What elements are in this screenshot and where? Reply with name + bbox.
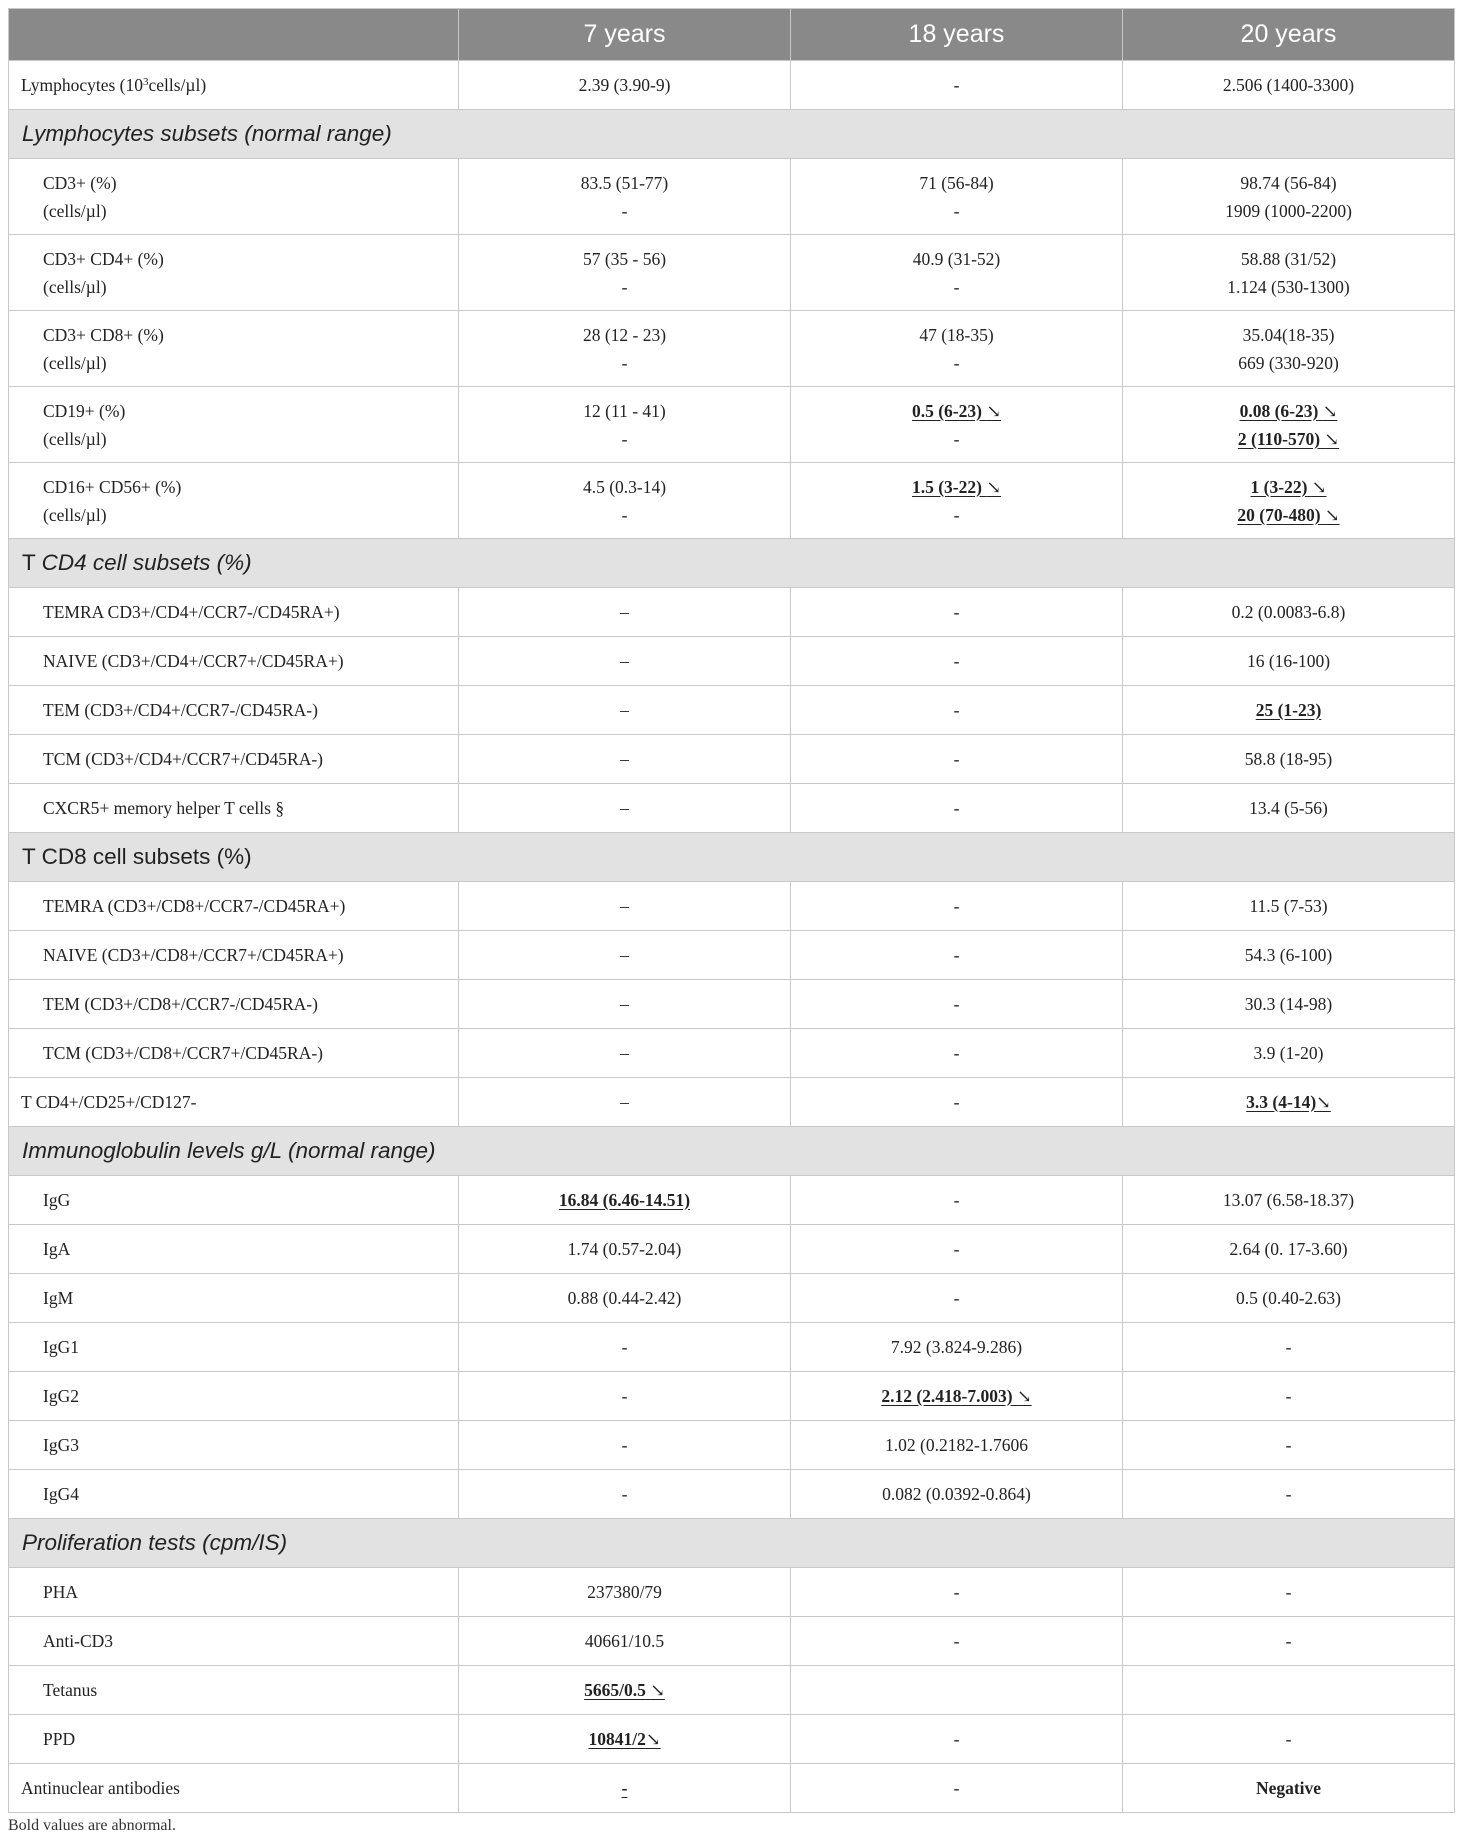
table-row [9,1274,1455,1323]
cd19-18y-pct [791,397,1122,425]
value-20y [1123,1666,1455,1715]
value-7y: – [459,784,791,833]
value-7y [459,1715,791,1764]
value-18y: - [791,588,1123,637]
cd8-label-cells: (cells/µl) [43,352,107,373]
abnormal-value: 20 (70-480) [1237,504,1321,525]
cd3-18y-cells: - [953,200,960,221]
value-20y: 13.07 (6.58-18.37) [1123,1176,1455,1225]
cd4-7y-pct: 57 (35 - 56) [582,248,667,269]
row-label: CXCR5+ memory helper T cells § [9,784,459,833]
row-label: IgG [9,1176,459,1225]
table-row [9,1029,1455,1078]
row-label: TCM (CD3+/CD4+/CCR7+/CD45RA-) [9,735,459,784]
row-label: TEMRA CD3+/CD4+/CCR7-/CD45RA+) [9,588,459,637]
value-20y: - [1123,1323,1455,1372]
down-arrow-icon: ↘ [650,1679,665,1700]
value-18y: - [791,61,1123,110]
value-20y: 13.4 (5-56) [1123,784,1455,833]
abnormal-value: 1.5 (3-22) [911,476,982,497]
value-18y [791,463,1123,539]
value-7y: – [459,980,791,1029]
table-row [9,387,1455,463]
table-row [9,735,1455,784]
down-arrow-icon: ↘ [986,400,1002,421]
cd16-label-cells: (cells/µl) [43,504,107,525]
table-row [9,1323,1455,1372]
row-label: NAIVE (CD3+/CD4+/CCR7+/CD45RA+) [9,637,459,686]
value-7y [459,235,791,311]
value-18y: - [791,1568,1123,1617]
row-label: PPD [9,1715,459,1764]
row-label: IgG3 [9,1421,459,1470]
value-20y [1123,159,1455,235]
value-20y: 16 (16-100) [1123,637,1455,686]
value-20y: 0.2 (0.0083-6.8) [1123,588,1455,637]
cd19-18y-cells: - [953,428,960,449]
row-label: Tetanus [9,1666,459,1715]
value-7y: – [459,1029,791,1078]
tetanus-7y-value: 5665/0.5 [584,1679,646,1700]
abnormal-value: - [621,1777,628,1798]
value-20y [1123,1764,1455,1813]
value-20y: 2.64 (0. 17-3.60) [1123,1225,1455,1274]
cd4-20y-pct: 58.88 (31/52) [1240,248,1337,269]
value-7y: – [459,637,791,686]
row-label: TEMRA (CD3+/CD8+/CCR7-/CD45RA+) [9,882,459,931]
down-arrow-icon: ↘ [1324,504,1340,525]
value-18y [791,1666,1123,1715]
value-18y: - [791,1078,1123,1127]
immunology-table [8,8,1455,1813]
row-label [9,387,459,463]
value-7y: - [459,1323,791,1372]
cd8-20y-pct: 35.04(18-35) [1242,324,1335,345]
header-blank [9,9,459,61]
table-row [9,588,1455,637]
cd4-label-cells: (cells/µl) [43,276,107,297]
cd16-18y-cells: - [953,504,960,525]
value-20y: 58.8 (18-95) [1123,735,1455,784]
down-arrow-icon: ↘ [1016,1385,1032,1406]
value-18y: - [791,882,1123,931]
table-row [9,1225,1455,1274]
table-row [9,1470,1455,1519]
value-20y [1123,1078,1455,1127]
value-18y: - [791,1176,1123,1225]
cd19-20y-cells [1123,425,1454,453]
value-18y [791,235,1123,311]
table-row [9,980,1455,1029]
table-row [9,1078,1455,1127]
value-20y [1123,387,1455,463]
value-18y: - [791,980,1123,1029]
value-20y: - [1123,1715,1455,1764]
table-row [9,235,1455,311]
cd19-label-cells: (cells/µl) [43,428,107,449]
value-18y [791,311,1123,387]
value-18y: - [791,1617,1123,1666]
cd3-7y-cells: - [621,200,628,221]
ana-20y-value: Negative [1255,1777,1322,1798]
value-18y: - [791,784,1123,833]
table-row [9,1568,1455,1617]
section-row [9,110,1455,159]
section-row [9,1519,1455,1568]
row-label: IgG4 [9,1470,459,1519]
cd16-18y-pct [791,473,1122,501]
row-label [9,463,459,539]
ppd-7y-value: 10841/2 [588,1728,646,1749]
value-7y: 2.39 (3.90-9) [459,61,791,110]
value-18y: 0.082 (0.0392-0.864) [791,1470,1123,1519]
cd16-20y-cells [1123,501,1454,529]
row-label: NAIVE (CD3+/CD8+/CCR7+/CD45RA+) [9,931,459,980]
abnormal-value: 16.84 (6.46-14.51) [558,1189,691,1210]
value-7y [459,1666,791,1715]
table-row [9,1764,1455,1813]
value-7y: - [459,1470,791,1519]
igg2-18y-value: 2.12 (2.418-7.003) [881,1385,1013,1406]
down-arrow-icon: ↘ [1324,428,1340,449]
down-arrow-icon: ↘ [1316,1091,1331,1112]
table-row [9,931,1455,980]
header-18-years: 18 years [791,9,1123,61]
lymph-label-a: Lymphocytes (10 [21,74,143,95]
value-20y: 54.3 (6-100) [1123,931,1455,980]
row-label: T CD4+/CD25+/CD127- [9,1078,459,1127]
value-20y [1123,311,1455,387]
section-cd4-subsets [9,539,1455,588]
table-row [9,159,1455,235]
table-row [9,463,1455,539]
row-label [9,311,459,387]
value-18y: - [791,637,1123,686]
value-7y: 0.88 (0.44-2.42) [459,1274,791,1323]
cd19-label-pct: CD19+ (%) [43,400,126,421]
value-20y: - [1123,1617,1455,1666]
down-arrow-icon: ↘ [645,1728,661,1749]
row-label: TEM (CD3+/CD8+/CCR7-/CD45RA-) [9,980,459,1029]
section-row [9,833,1455,882]
cd4-20y-cells: 1.124 (530-1300) [1227,276,1350,297]
down-arrow-icon: ↘ [1311,476,1327,497]
cd3-18y-pct: 71 (56-84) [919,172,994,193]
cd16-7y-cells: - [621,504,628,525]
abnormal-value: 0.08 (6-23) [1239,400,1319,421]
abnormal-value [881,1386,1031,1406]
row-label: Antinuclear antibodies [9,1764,459,1813]
table-footnote: Bold values are abnormal. [8,1817,176,1834]
down-arrow-icon: ↘ [986,476,1002,497]
value-18y: - [791,1029,1123,1078]
row-label: IgM [9,1274,459,1323]
table-row [9,686,1455,735]
value-7y [459,387,791,463]
cd4-18y-pct: 40.9 (31-52) [912,248,1001,269]
lymph-label-sup: 3 [143,75,149,88]
table-row [9,61,1455,110]
value-7y: - [459,1421,791,1470]
section-cd8-subsets: T CD8 cell subsets (%) [9,833,1455,882]
abnormal-value [584,1680,665,1700]
value-7y [459,463,791,539]
cd19-20y-pct [1123,397,1454,425]
table-row [9,1666,1455,1715]
value-7y: – [459,1078,791,1127]
section-immunoglobulin: Immunoglobulin levels g/L (normal range) [9,1127,1455,1176]
row-label: PHA [9,1568,459,1617]
cd3-label-cells: (cells/µl) [43,200,107,221]
table-row [9,1176,1455,1225]
table-row [9,882,1455,931]
value-7y: – [459,686,791,735]
section-row [9,1127,1455,1176]
value-20y [1123,686,1455,735]
table-row [9,311,1455,387]
cd16-label-pct: CD16+ CD56+ (%) [43,476,182,497]
section-lymph-subsets: Lymphocytes subsets (normal range) [9,110,1455,159]
row-label: IgG1 [9,1323,459,1372]
value-7y: - [459,1372,791,1421]
row-label [9,159,459,235]
cd8-label-pct: CD3+ CD8+ (%) [43,324,164,345]
row-label: TEM (CD3+/CD4+/CCR7-/CD45RA-) [9,686,459,735]
cd19-7y-pct: 12 (11 - 41) [583,400,666,421]
cd8-20y-cells: 669 (330-920) [1238,352,1339,373]
value-18y: - [791,1225,1123,1274]
row-label [9,235,459,311]
value-7y: – [459,882,791,931]
table-row [9,1715,1455,1764]
value-18y: - [791,931,1123,980]
value-18y: - [791,735,1123,784]
abnormal-value: 0.5 (6-23) [911,400,982,421]
value-7y: – [459,735,791,784]
treg-20y-value: 3.3 (4-14) [1246,1091,1317,1112]
value-20y: 11.5 (7-53) [1123,882,1455,931]
cd3-7y-pct: 83.5 (51-77) [580,172,669,193]
abnormal-value: 1 (3-22) [1250,476,1308,497]
value-18y: - [791,1715,1123,1764]
value-7y [459,311,791,387]
value-18y [791,1372,1123,1421]
abnormal-value: 2 (110-570) [1237,428,1321,449]
cd8-7y-pct: 28 (12 - 23) [582,324,667,345]
value-20y: - [1123,1372,1455,1421]
cd8-18y-pct: 47 (18-35) [919,324,994,345]
section-cd4-title: CD4 cell subsets (%) [41,550,252,575]
cd8-7y-cells: - [621,352,628,373]
cd8-18y-cells: - [953,352,960,373]
abnormal-value: 25 (1-23) [1255,699,1322,720]
abnormal-value [1246,1092,1331,1112]
value-18y: - [791,1764,1123,1813]
table-row [9,784,1455,833]
value-20y: 2.506 (1400-3300) [1123,61,1455,110]
row-label: IgG2 [9,1372,459,1421]
value-20y: - [1123,1470,1455,1519]
cd4-18y-cells: - [953,276,960,297]
value-7y: 40661/10.5 [459,1617,791,1666]
down-arrow-icon: ↘ [1322,400,1338,421]
section-row [9,539,1455,588]
row-label: TCM (CD3+/CD8+/CCR7+/CD45RA-) [9,1029,459,1078]
cd4-7y-cells: - [621,276,628,297]
cd3-20y-pct: 98.74 (56-84) [1240,172,1337,193]
table-row [9,1617,1455,1666]
cd3-20y-cells: 1909 (1000-2200) [1225,200,1352,221]
cd19-7y-cells: - [621,428,628,449]
table-container [8,8,1454,1835]
section-proliferation: Proliferation tests (cpm/IS) [9,1519,1455,1568]
value-20y: - [1123,1568,1455,1617]
section-cd4-prefix: T [22,550,42,575]
header-20-years: 20 years [1123,9,1455,61]
table-row [9,1372,1455,1421]
value-18y [791,159,1123,235]
value-20y [1123,463,1455,539]
value-7y: – [459,931,791,980]
value-7y: 237380/79 [459,1568,791,1617]
header-row [9,9,1455,61]
value-7y: 1.74 (0.57-2.04) [459,1225,791,1274]
row-label [9,61,459,110]
table-row [9,1421,1455,1470]
cd16-7y-pct: 4.5 (0.3-14) [582,476,667,497]
cd16-20y-pct [1123,473,1454,501]
value-20y: 3.9 (1-20) [1123,1029,1455,1078]
cd4-label-pct: CD3+ CD4+ (%) [43,248,164,269]
value-20y [1123,235,1455,311]
value-7y [459,159,791,235]
value-18y: - [791,1274,1123,1323]
value-18y: 1.02 (0.2182-1.7606 [791,1421,1123,1470]
row-label: IgA [9,1225,459,1274]
value-18y: 7.92 (3.824-9.286) [791,1323,1123,1372]
value-7y [459,1764,791,1813]
row-label: Anti-CD3 [9,1617,459,1666]
value-20y: 30.3 (14-98) [1123,980,1455,1029]
value-20y: 0.5 (0.40-2.63) [1123,1274,1455,1323]
value-18y [791,387,1123,463]
header-7-years: 7 years [459,9,791,61]
lymph-label-b: cells/µl) [148,74,207,95]
cd3-label-pct: CD3+ (%) [43,172,117,193]
abnormal-value [588,1729,660,1749]
value-7y: – [459,588,791,637]
value-20y: - [1123,1421,1455,1470]
table-row [9,637,1455,686]
value-18y: - [791,686,1123,735]
value-7y [459,1176,791,1225]
